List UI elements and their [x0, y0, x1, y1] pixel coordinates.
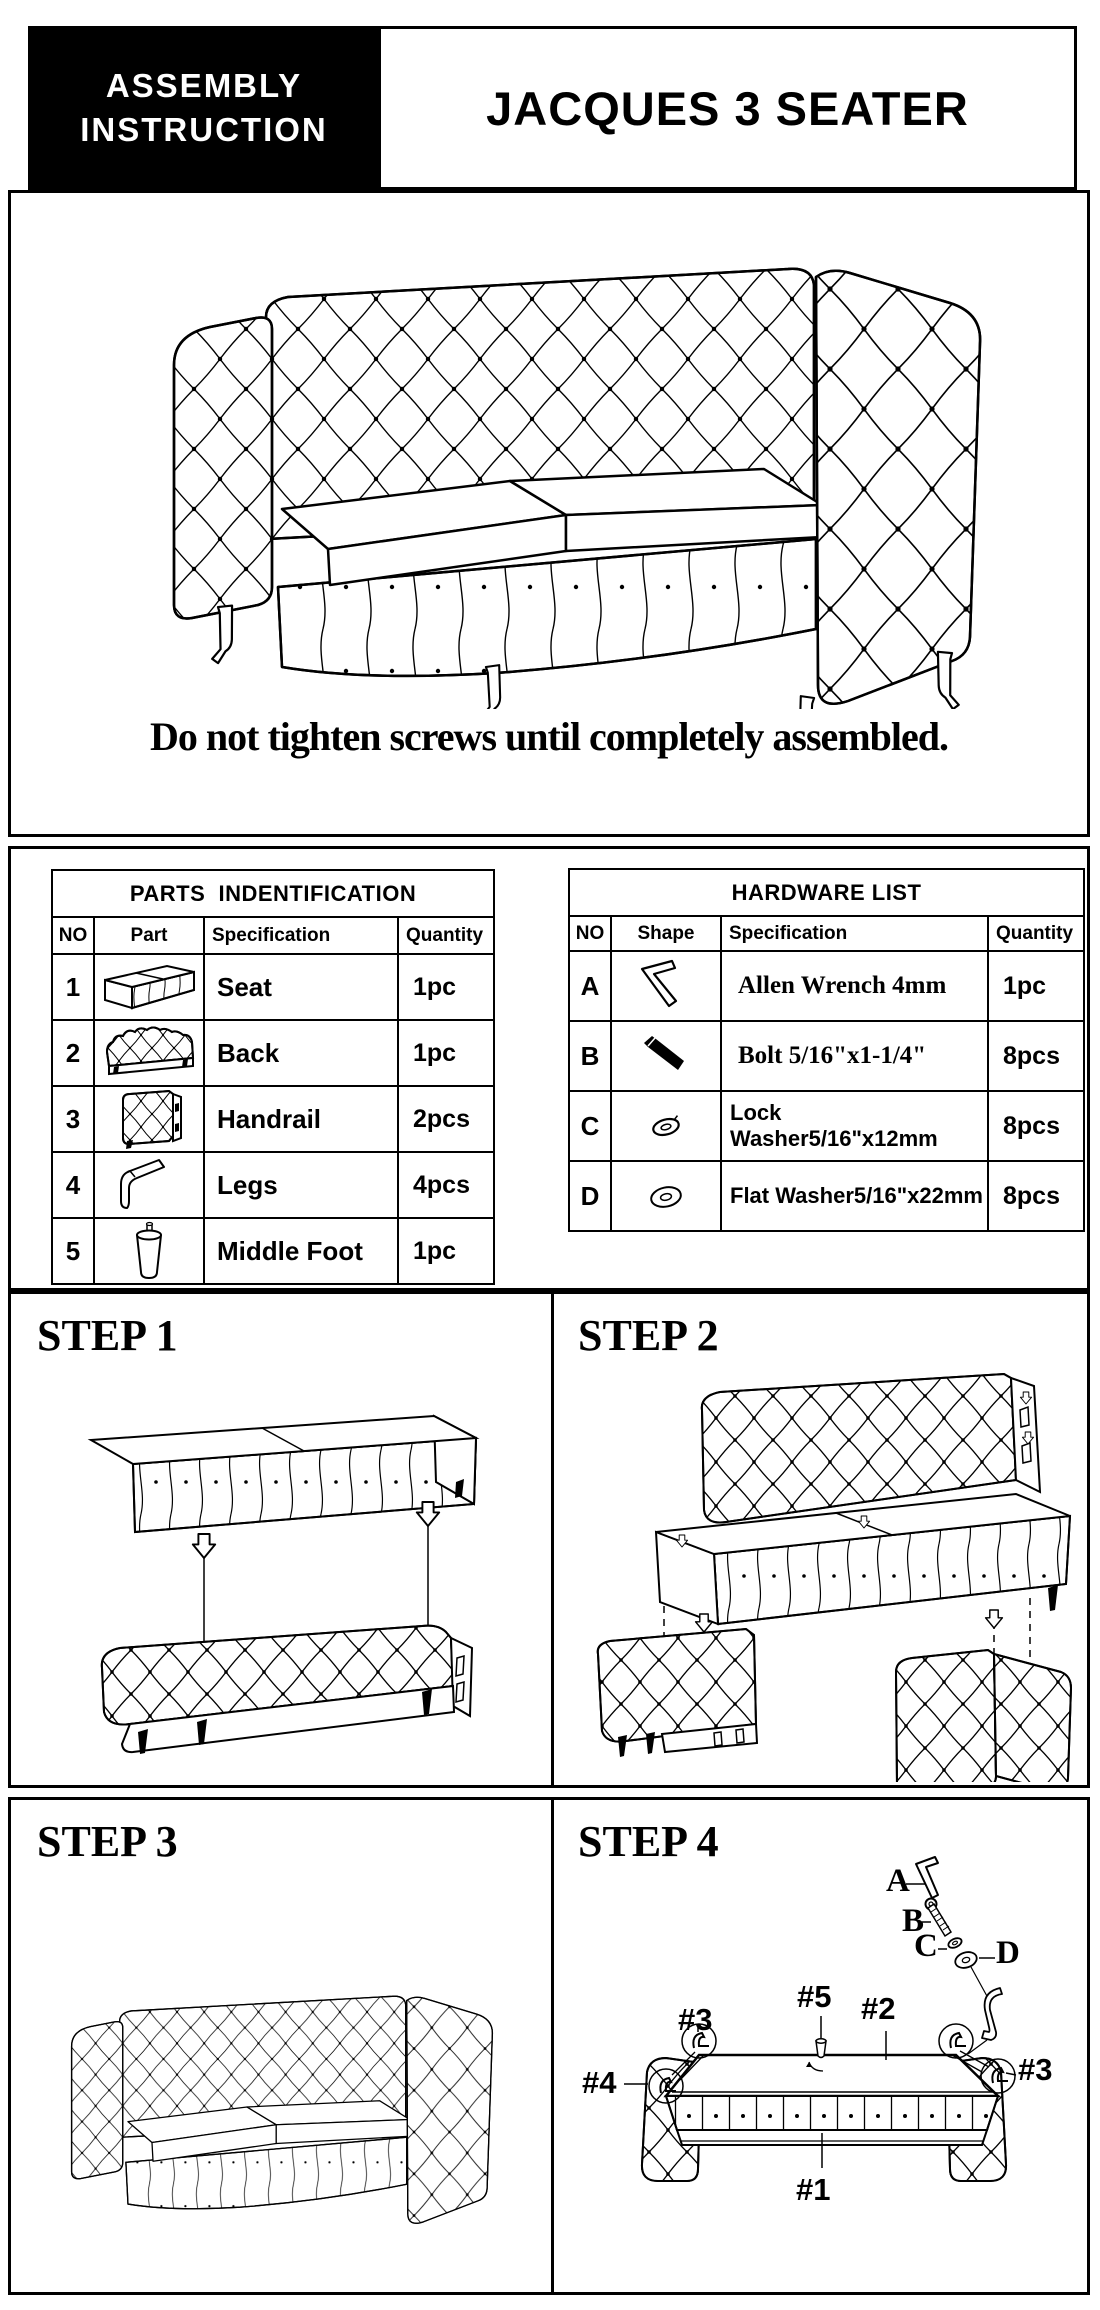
overview-section	[8, 190, 1090, 837]
step-4-heading: STEP 4	[578, 1817, 719, 1866]
hw-col-shape: Shape	[611, 916, 721, 951]
parts-no: 1	[52, 954, 94, 1020]
hw-no: C	[569, 1091, 611, 1161]
callout-a: A	[886, 1863, 910, 1899]
hardware-table	[568, 868, 1085, 1232]
parts-qty: 1pc	[398, 954, 494, 1020]
callout-d: D	[996, 1935, 1020, 1971]
step-2-cell	[554, 1294, 1093, 1785]
step-3-heading: STEP 3	[37, 1817, 178, 1866]
badge-line-2: INSTRUCTION	[80, 111, 328, 148]
badge-line-1: ASSEMBLY	[105, 67, 303, 105]
parts-no: 2	[52, 1020, 94, 1086]
hardware-table-title: HARDWARE LIST	[569, 869, 1084, 916]
parts-table-title: PARTS INDENTIFICATION	[52, 870, 494, 917]
step-1-cell	[11, 1294, 551, 1785]
parts-row-middle-foot	[52, 1218, 494, 1284]
hw-col-no: NO	[569, 916, 611, 951]
callout-4: #4	[582, 2065, 617, 2100]
parts-col-part: Part	[94, 917, 204, 954]
callout-5: #5	[797, 1979, 832, 2014]
parts-qty: 1pc	[398, 1020, 494, 1086]
hw-qty: 8pcs	[988, 1091, 1084, 1161]
part-icon-cell	[94, 1020, 204, 1086]
part-icon-cell	[94, 1086, 204, 1152]
step-3-cell	[11, 1800, 551, 2292]
hw-qty: 8pcs	[988, 1021, 1084, 1091]
hw-spec: Allen Wrench 4mm	[721, 951, 988, 1021]
steps-3-4-section	[8, 1797, 1090, 2295]
parts-spec: Legs	[204, 1152, 398, 1218]
callout-1: #1	[796, 2172, 831, 2207]
legs-icon	[97, 1154, 201, 1216]
flat-washer-icon	[614, 1165, 718, 1227]
part-icon-cell	[94, 1218, 204, 1284]
allen-wrench-icon	[614, 955, 718, 1017]
leg-icon	[982, 1988, 1002, 2040]
callout-3a: #3	[678, 2002, 713, 2037]
step-4-illustration	[554, 1800, 1093, 2292]
parts-qty: 2pcs	[398, 1086, 494, 1152]
allen-wrench-icon	[916, 1857, 938, 1898]
parts-col-spec: Specification	[204, 917, 398, 954]
part-icon-cell	[94, 954, 204, 1020]
hw-col-qty: Quantity	[988, 916, 1084, 951]
parts-row-legs	[52, 1152, 494, 1218]
step-3-illustration	[41, 1965, 501, 2226]
hw-spec: Lock Washer5/16"x12mm	[721, 1091, 988, 1161]
assembly-instruction-badge	[28, 26, 380, 190]
hw-icon-cell	[611, 1091, 721, 1161]
lock-washer-icon	[614, 1095, 718, 1157]
middle-foot-icon	[97, 1220, 201, 1282]
seat-icon	[97, 956, 201, 1018]
hw-no: A	[569, 951, 611, 1021]
sofa-illustration	[116, 209, 996, 709]
parts-no: 5	[52, 1218, 94, 1284]
parts-row-handrail	[52, 1086, 494, 1152]
step-1-heading: STEP 1	[37, 1311, 178, 1360]
hw-row-bolt	[569, 1021, 1084, 1091]
page-title: JACQUES 3 SEATER	[486, 81, 969, 135]
hw-icon-cell	[611, 951, 721, 1021]
part-icon-cell	[94, 1152, 204, 1218]
hw-no: B	[569, 1021, 611, 1091]
parts-spec: Back	[204, 1020, 398, 1086]
warning-text: Do not tighten screws until completely assembled.	[150, 714, 948, 759]
step-2-illustration	[564, 1352, 1089, 1782]
parts-qty: 1pc	[398, 1218, 494, 1284]
lock-washer-icon	[947, 1936, 963, 1950]
callout-2: #2	[861, 1991, 896, 2026]
parts-spec: Handrail	[204, 1086, 398, 1152]
flat-washer-icon	[953, 1949, 979, 1970]
hw-icon-cell	[611, 1161, 721, 1231]
parts-spec: Seat	[204, 954, 398, 1020]
back-icon	[97, 1022, 201, 1084]
steps-1-2-section	[8, 1291, 1090, 1788]
hw-row-flat-washer	[569, 1161, 1084, 1231]
parts-row-back	[52, 1020, 494, 1086]
hw-spec: Bolt 5/16"x1-1/4"	[721, 1021, 988, 1091]
step-4-cell	[554, 1800, 1093, 2292]
parts-col-qty: Quantity	[398, 917, 494, 954]
hw-col-spec: Specification	[721, 916, 988, 951]
parts-no: 3	[52, 1086, 94, 1152]
hw-qty: 8pcs	[988, 1161, 1084, 1231]
hw-spec: Flat Washer5/16"x22mm	[721, 1161, 988, 1231]
parts-qty: 4pcs	[398, 1152, 494, 1218]
hw-row-lock-washer	[569, 1091, 1084, 1161]
callout-3b: #3	[1018, 2052, 1053, 2087]
bolt-icon	[614, 1025, 718, 1087]
step-2-heading: STEP 2	[578, 1311, 719, 1360]
document-title-box	[378, 26, 1077, 190]
parts-row-seat	[52, 954, 494, 1020]
handrail-icon	[97, 1088, 201, 1150]
callout-b: B	[902, 1903, 925, 1939]
parts-table	[51, 869, 495, 1285]
parts-no: 4	[52, 1152, 94, 1218]
hw-no: D	[569, 1161, 611, 1231]
step-1-illustration	[36, 1386, 506, 1781]
hw-qty: 1pc	[988, 951, 1084, 1021]
parts-col-no: NO	[52, 917, 94, 954]
parts-spec: Middle Foot	[204, 1218, 398, 1284]
hw-icon-cell	[611, 1021, 721, 1091]
hw-row-allen-wrench	[569, 951, 1084, 1021]
callout-c: C	[914, 1928, 938, 1964]
parts-hardware-section	[8, 846, 1090, 1291]
